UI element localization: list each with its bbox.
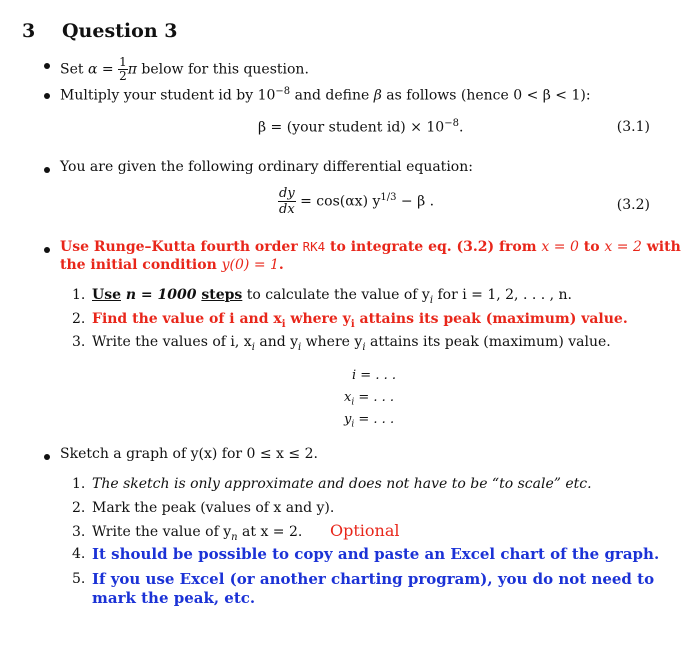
value-yi: $y_i$ = . . . — [344, 412, 395, 430]
bullet-dot — [44, 93, 50, 99]
bullet-dot — [44, 63, 50, 69]
value-i: i = . . . — [352, 368, 396, 383]
list-item: Write the values of i, $x_i$ and $y_i$ where $y_i$ attains its peak (maximum) value. — [92, 334, 611, 353]
list-number: 3. — [72, 334, 86, 350]
equation-3-2: $\frac{dy}{dx}$ = cos(αx) $y^{1/3} - \beta$ . — [279, 186, 435, 217]
bullet-multiply-id: Multiply your student id by $10^{-8}$ and define β as follows (hence 0 < β < 1): — [60, 86, 591, 104]
section-number: 3 — [22, 20, 36, 42]
optional-label: Optional — [330, 521, 400, 540]
bullet-dot — [44, 454, 50, 460]
value-xi: $x_i$ = . . . — [344, 390, 395, 408]
list-item: Find the value of i and $x_i$ where $y_i$ attains its peak (maximum) value. — [92, 311, 628, 330]
list-number: 4. — [72, 546, 86, 562]
equation-3-1: β = (your student $id) \times 10^{-8}$. — [258, 118, 464, 136]
list-item: The sketch is only approximate and does not have to be “to scale” etc. — [92, 476, 592, 492]
bullet-rk4-instruction-line2: the initial condition y(0) = 1. — [60, 257, 284, 273]
list-number: 1. — [72, 476, 86, 492]
section-title: Question 3 — [62, 20, 178, 42]
equation-label-3-1: (3.1) — [616, 119, 650, 135]
list-item: It should be possible to copy and paste an Excel chart of the graph. — [92, 545, 660, 563]
bullet-set-alpha: Set α = $\frac{1}{2}$ π below for this question. — [60, 55, 309, 83]
list-item: Mark the peak (values of x and y). — [92, 500, 335, 516]
bullet-sketch-graph: Sketch a graph of y(x) for 0 ≤ x ≤ 2. — [60, 446, 318, 462]
list-number: 5. — [72, 571, 86, 587]
bullet-dot — [44, 167, 50, 173]
list-number: 1. — [72, 287, 86, 303]
list-number: 2. — [72, 311, 86, 327]
list-item-line2: mark the peak, etc. — [92, 589, 256, 607]
list-number: 3. — [72, 524, 86, 540]
bullet-dot — [44, 247, 50, 253]
bullet-ode-intro: You are given the following ordinary differential equation: — [60, 159, 473, 175]
equation-label-3-2: (3.2) — [616, 197, 650, 213]
list-number: 2. — [72, 500, 86, 516]
list-item: Write the value of $y_n$ at x = 2. — [92, 524, 303, 543]
bullet-rk4-instruction: Use Runge–Kutta fourth order RK4 to integrate eq. (3.2) from x = 0 to x = 2 with — [60, 239, 681, 255]
list-item: Use n = 1000 steps to calculate the value of $y_i$ for i = 1, 2, . . . , n. — [92, 287, 573, 306]
list-item: If you use Excel (or another charting program), you do not need to — [92, 570, 655, 588]
